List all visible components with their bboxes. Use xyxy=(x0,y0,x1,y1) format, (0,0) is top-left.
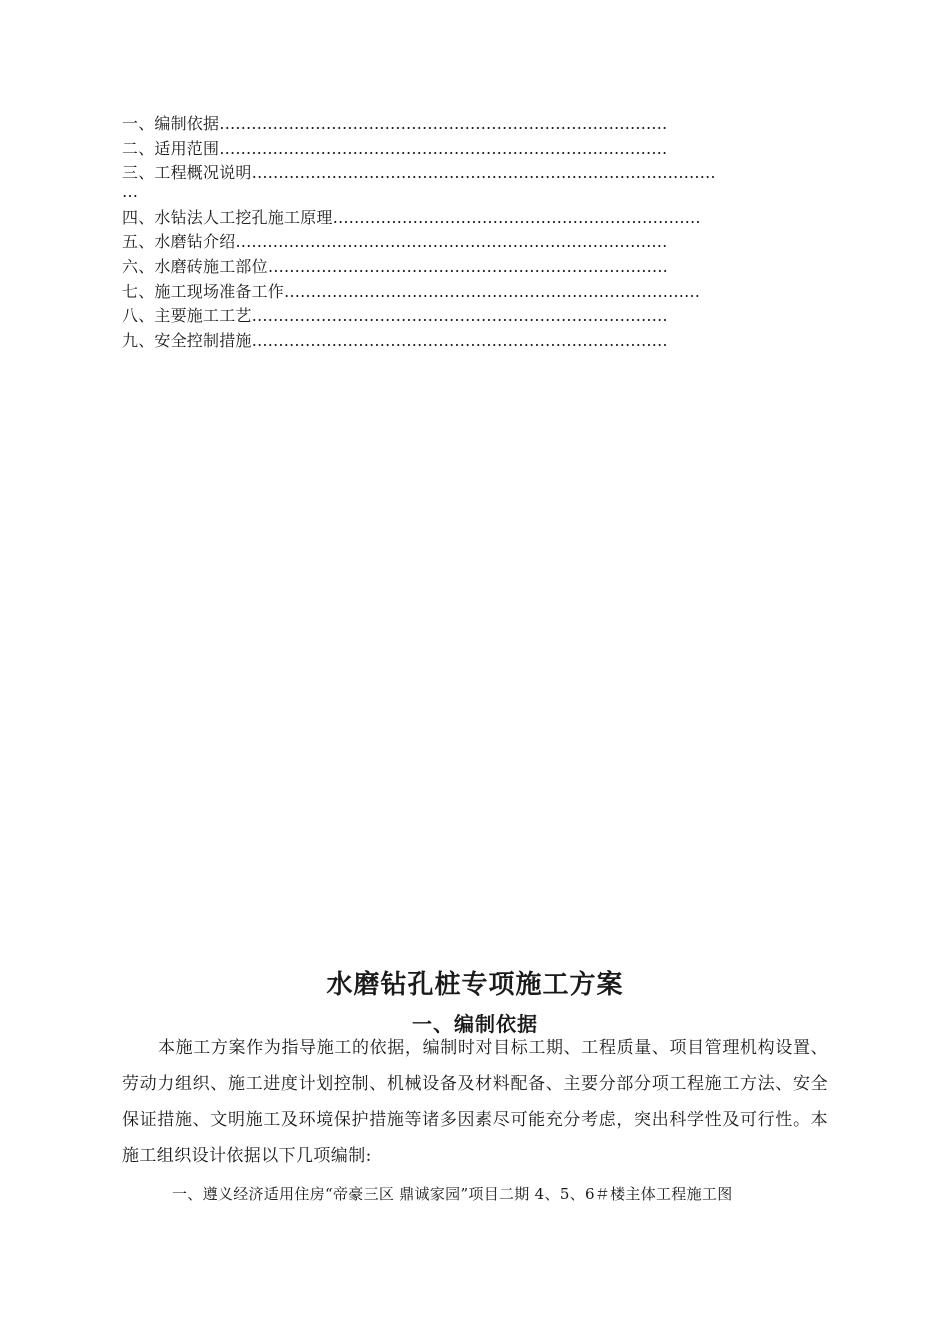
table-of-contents xyxy=(122,112,832,353)
basis-list-item: 一、遵义经济适用住房“帝豪三区 鼎诚家园”项目二期 4、5、6＃楼主体工程施工图 xyxy=(172,1185,733,1203)
toc-leader-dots: …………………………………………………………………………… xyxy=(251,163,716,183)
toc-item-label: 七、施工现场准备工作 xyxy=(122,281,285,301)
toc-item-label: 二、适用范围 xyxy=(122,138,220,158)
toc-leader-dots: …………………………………………………………………… xyxy=(284,281,701,301)
toc-wrap-dots: … xyxy=(122,181,138,201)
toc-leader-dots: …………………………………………………………… xyxy=(332,207,701,227)
toc-item[interactable] xyxy=(122,304,832,329)
toc-item-label: 三、工程概况说明 xyxy=(122,163,252,183)
toc-item[interactable] xyxy=(122,137,832,162)
section-heading: 一、编制依据 xyxy=(412,1012,538,1036)
toc-item-label: 九、安全控制措施 xyxy=(122,330,252,350)
toc-item[interactable] xyxy=(122,329,832,354)
toc-leader-dots: …………………………………………………………………… xyxy=(251,330,668,350)
toc-item-label: 五、水磨钻介绍 xyxy=(122,232,236,252)
toc-leader-dots: ……………………………………………………………………… xyxy=(235,232,668,252)
toc-item[interactable] xyxy=(122,206,832,231)
toc-leader-dots: ………………………………………………………………………… xyxy=(219,138,668,158)
document-title: 水磨钻孔桩专项施工方案 xyxy=(326,970,624,1000)
toc-item[interactable] xyxy=(122,255,832,280)
toc-item-label: 一、编制依据 xyxy=(122,114,220,133)
toc-item-label: 六、水磨砖施工部位 xyxy=(122,256,268,276)
toc-item[interactable] xyxy=(122,230,832,255)
toc-item-label: 四、水钻法人工挖孔施工原理 xyxy=(122,207,333,227)
toc-item[interactable] xyxy=(122,280,832,305)
body-paragraph: 本施工方案作为指导施工的依据，编制时对目标工期、工程质量、项目管理机构设置、劳动力组织、施工进度计划控制、机械设备及材料配备、主要分部分项工程施工方法、安全保证措施、文明施工及环境保护措施等诸多因素尽可能充分考虑，突出科学性及可行性。本施工组织设计依据以下几项编制: xyxy=(122,1038,828,1166)
toc-leader-dots: ………………………………………………………………… xyxy=(267,256,668,276)
toc-item-label: 八、主要施工工艺 xyxy=(122,306,252,326)
toc-leader-dots: ………………………………………………………………………… xyxy=(219,114,668,133)
toc-leader-dots: …………………………………………………………………… xyxy=(251,306,668,326)
toc-item[interactable] xyxy=(122,112,832,137)
